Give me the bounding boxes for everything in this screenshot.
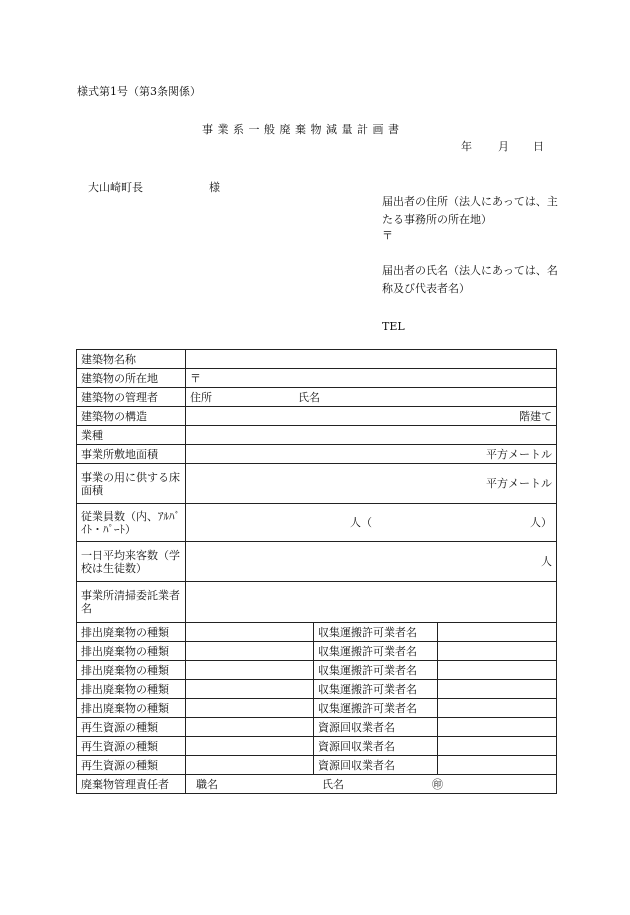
collector-label: 収集運搬許可業者名 bbox=[314, 623, 438, 642]
applicant-name-label: 届出者の氏名（法人にあっては、名称及び代表者名） bbox=[382, 264, 558, 295]
document-title: 事業系一般廃棄物減量計画書 bbox=[202, 123, 404, 136]
building-name-field[interactable] bbox=[186, 350, 557, 369]
seal-mark: ㊞ bbox=[432, 777, 443, 791]
building-manager-label: 建築物の管理者 bbox=[77, 388, 186, 407]
applicant-address-label: 届出者の住所（法人にあっては、主たる事務所の所在地） bbox=[382, 195, 558, 226]
responsible-person-field[interactable] bbox=[186, 775, 557, 794]
industry-field[interactable] bbox=[186, 426, 557, 445]
date-line bbox=[461, 139, 544, 154]
recycle-type-label: 再生資源の種類 bbox=[77, 737, 186, 756]
visitors-label: 一日平均来客数（学校は生徒数） bbox=[77, 542, 186, 582]
plan-form-table bbox=[76, 349, 557, 794]
floor-area-field[interactable] bbox=[186, 464, 557, 504]
form-number: 様式第1号（第3条関係） bbox=[77, 85, 201, 98]
collector-field[interactable] bbox=[438, 661, 557, 680]
waste-type-field[interactable] bbox=[186, 680, 314, 699]
waste-type-field[interactable] bbox=[186, 642, 314, 661]
recycle-type-field[interactable] bbox=[186, 718, 314, 737]
industry-label: 業種 bbox=[77, 426, 186, 445]
addressee: 大山崎町長 bbox=[88, 181, 143, 194]
visitors-field[interactable] bbox=[186, 542, 557, 582]
position-label: 職名 bbox=[196, 777, 218, 791]
collector-field[interactable] bbox=[438, 623, 557, 642]
waste-type-field[interactable] bbox=[186, 699, 314, 718]
waste-type-field[interactable] bbox=[186, 661, 314, 680]
manager-address-label: 住所 bbox=[190, 390, 212, 404]
recycle-type-label: 再生資源の種類 bbox=[77, 756, 186, 775]
visitors-unit: 人 bbox=[541, 555, 552, 568]
postal-mark: 〒 bbox=[190, 371, 201, 385]
recycler-label: 資源回収業者名 bbox=[314, 718, 438, 737]
recycler-field[interactable] bbox=[438, 756, 557, 775]
site-area-label: 事業所敷地面積 bbox=[77, 445, 186, 464]
waste-type-label: 排出廃棄物の種類 bbox=[77, 699, 186, 718]
person-name-label: 氏名 bbox=[322, 777, 344, 791]
building-structure-field[interactable] bbox=[186, 407, 557, 426]
site-area-field[interactable] bbox=[186, 445, 557, 464]
date-year: 年 bbox=[461, 140, 472, 153]
collector-label: 収集運搬許可業者名 bbox=[314, 680, 438, 699]
building-location-label: 建築物の所在地 bbox=[77, 369, 186, 388]
waste-type-label: 排出廃棄物の種類 bbox=[77, 661, 186, 680]
employees-field[interactable] bbox=[186, 504, 557, 542]
building-manager-field[interactable] bbox=[186, 388, 557, 407]
waste-type-label: 排出廃棄物の種類 bbox=[77, 680, 186, 699]
recycle-type-field[interactable] bbox=[186, 737, 314, 756]
date-day: 日 bbox=[533, 140, 544, 153]
recycler-label: 資源回収業者名 bbox=[314, 737, 438, 756]
date-month: 月 bbox=[498, 140, 509, 153]
employees-unit-open: 人（ bbox=[350, 516, 372, 529]
floor-area-label: 事業の用に供する床面積 bbox=[77, 464, 186, 504]
cleaning-contractor-label: 事業所清掃委託業者名 bbox=[77, 582, 186, 623]
building-name-label: 建築物名称 bbox=[77, 350, 186, 369]
collector-field[interactable] bbox=[438, 680, 557, 699]
recycle-type-label: 再生資源の種類 bbox=[77, 718, 186, 737]
applicant-tel-label: TEL bbox=[382, 320, 405, 333]
floors-suffix: 階建て bbox=[519, 409, 552, 423]
recycle-type-field[interactable] bbox=[186, 756, 314, 775]
collector-field[interactable] bbox=[438, 699, 557, 718]
manager-name-label: 氏名 bbox=[298, 390, 320, 404]
applicant-postal-mark: 〒 bbox=[382, 229, 393, 242]
cleaning-contractor-field[interactable] bbox=[186, 582, 557, 623]
collector-label: 収集運搬許可業者名 bbox=[314, 699, 438, 718]
waste-type-field[interactable] bbox=[186, 623, 314, 642]
collector-label: 収集運搬許可業者名 bbox=[314, 661, 438, 680]
recycler-field[interactable] bbox=[438, 737, 557, 756]
site-area-unit: 平方メートル bbox=[486, 447, 552, 461]
waste-type-label: 排出廃棄物の種類 bbox=[77, 642, 186, 661]
recycler-label: 資源回収業者名 bbox=[314, 756, 438, 775]
collector-field[interactable] bbox=[438, 642, 557, 661]
honorific: 様 bbox=[209, 181, 220, 194]
floor-area-unit: 平方メートル bbox=[486, 477, 552, 490]
building-location-field[interactable] bbox=[186, 369, 557, 388]
recycler-field[interactable] bbox=[438, 718, 557, 737]
waste-type-label: 排出廃棄物の種類 bbox=[77, 623, 186, 642]
employees-label: 従業員数（内、ｱﾙﾊﾞｲﾄ・ﾊﾟｰﾄ） bbox=[77, 504, 186, 542]
collector-label: 収集運搬許可業者名 bbox=[314, 642, 438, 661]
responsible-person-label: 廃棄物管理責任者 bbox=[77, 775, 186, 794]
employees-unit-close: 人） bbox=[530, 516, 552, 529]
building-structure-label: 建築物の構造 bbox=[77, 407, 186, 426]
